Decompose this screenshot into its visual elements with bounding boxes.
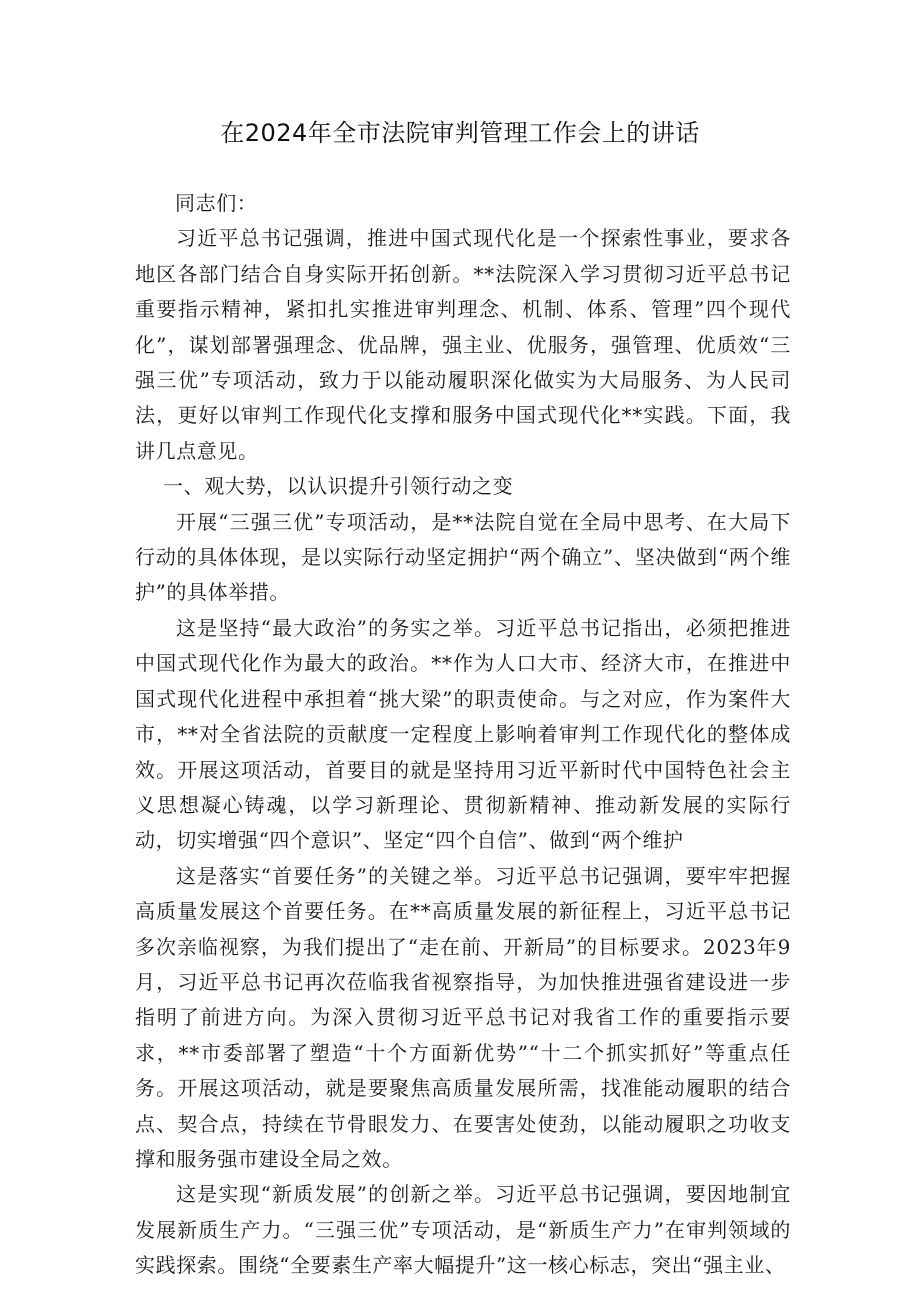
section-heading-1: 一、观大势，以认识提升引领行动之变 <box>163 474 514 499</box>
document-title: 在2024年全市法院审判管理工作会上的讲话 <box>220 119 700 147</box>
paragraph: 开展“三强三优”专项活动，是**法院自觉在全局中思考、在大局下行动的具体体现，是以实际行动坚定拥护“两个确立”、坚决做到“两个维护”的具体举措。 <box>135 509 791 605</box>
document-body <box>135 186 791 1284</box>
paragraph: 这是落实“首要任务”的关键之举。习近平总书记强调，要牢牢把握高质量发展这个首要任务。在**高质量发展的新征程上，习近平总书记多次亲临视察，为我们提出了“走在前、开新局”的目标要求。2023年9月，习近平总书记再次莅临我省视察指导，为加快推进强省建设进一步指明了前进方向。为深入贯彻习近平总书记对我省工作的重要指示要求，**市委部署了塑造“十个方面新优势”“十二个抓实抓好”等重点任务。开展这项活动，就是要聚焦高质量发展所需，找准能动履职的结合点、契合点，持续在节骨眼发力、在要害处使劲，以能动履职之功收支撑和服务强市建设全局之效。 <box>135 863 791 1171</box>
greeting: 同志们： <box>175 191 258 215</box>
paragraph-intro: 习近平总书记强调，推进中国式现代化是一个探索性事业，要求各地区各部门结合自身实际开拓创新。**法院深入学习贯彻习近平总书记重要指示精神，紧扣扎实推进审判理念、机制、体系、管理”四个现代化”，谋划部署强理念、优品牌，强主业、优服务，强管理、优质效“三强三优”专项活动，致力于以能动履职深化做实为大局服务、为人民司法，更好以审判工作现代化支撑和服务中国式现代化**实践。下面，我讲几点意见。 <box>135 226 791 463</box>
paragraph: 这是实现“新质发展”的创新之举。习近平总书记强调，要因地制宜发展新质生产力。“三强三优”专项活动，是“新质生产力”在审判领域的实践探索。围绕“全要素生产率大幅提升”这一核心标志，突出“强主业、 <box>135 1182 791 1278</box>
paragraph: 这是坚持“最大政治”的务实之举。习近平总书记指出，必须把推进中国式现代化作为最大的政治。**作为人口大市、经济大市，在推进中国式现代化进程中承担着“挑大梁”的职责使命。与之对应，作为案件大市，**对全省法院的贡献度一定程度上影响着审判工作现代化的整体成效。开展这项活动，首要目的就是坚持用习近平新时代中国特色社会主义思想凝心铸魂，以学习新理论、贯彻新精神、推动新发展的实际行动，切实增强“四个意识”、坚定“四个自信”、做到“两个维护 <box>135 615 791 853</box>
